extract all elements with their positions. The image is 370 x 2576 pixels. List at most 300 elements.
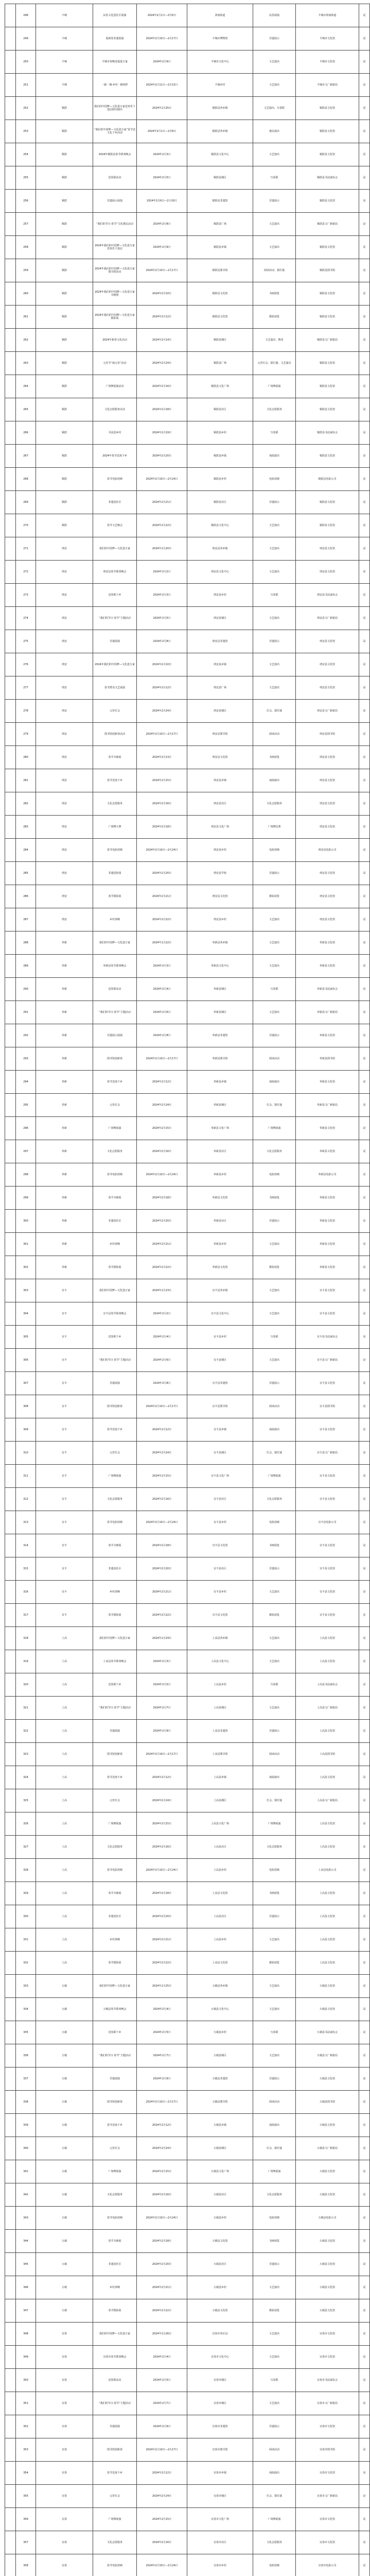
cell-remark: 是	[359, 1952, 370, 1975]
cell-remark: 是	[359, 769, 370, 792]
cell-time: 2024年2月16日	[137, 1140, 187, 1163]
table-row	[5, 2253, 370, 2276]
cell-name: 我们的中国梦—文化进万家	[93, 931, 137, 955]
cell-unit: 上高县文化馆	[296, 1650, 359, 1673]
cell-district: 宜春	[36, 2323, 93, 2346]
row-margin-cell	[5, 1071, 16, 1094]
table-row	[5, 1233, 370, 1256]
cell-time: 2024年2月18日	[137, 1882, 187, 1905]
cell-name: 元宵灯会	[93, 700, 137, 723]
cell-district: 铜鼓	[36, 282, 93, 306]
cell-no: 260	[16, 282, 36, 306]
cell-remark: 是	[359, 792, 370, 816]
table-row	[5, 1001, 370, 1024]
cell-remark: 是	[359, 445, 370, 468]
cell-content: 非遗展示	[253, 2415, 296, 2438]
cell-time: 2024年2月13日	[137, 746, 187, 769]
cell-name: 送春联下乡	[93, 584, 137, 607]
cell-unit: 万载县文化馆	[296, 1975, 359, 1998]
table-row	[5, 2207, 370, 2230]
cell-name: 春节电影放映	[93, 1859, 137, 1882]
cell-district: 铜鼓	[36, 352, 93, 375]
cell-district: 万载	[36, 2253, 93, 2276]
cell-district: 奉新	[36, 1094, 93, 1117]
cell-district: 奉新	[36, 1117, 93, 1140]
cell-remark: 是	[359, 1001, 370, 1024]
cell-time: 2024年2月10日	[137, 282, 187, 306]
row-margin-cell	[5, 2091, 16, 2114]
cell-content: 文艺演出	[253, 908, 296, 931]
row-margin-cell	[5, 2554, 16, 2576]
cell-place: 铜鼓县乡村	[187, 421, 253, 445]
cell-place: 上高县文化广场	[187, 1812, 253, 1836]
cell-name: 春节送戏下乡	[93, 1071, 137, 1094]
cell-no: 249	[16, 27, 36, 50]
cell-place: 奉新县城区	[187, 1094, 253, 1117]
cell-name: 送春联下乡	[93, 1673, 137, 1697]
cell-no: 352	[16, 2415, 36, 2438]
table-row	[5, 2091, 370, 2114]
cell-remark: 是	[359, 2438, 370, 2462]
cell-content: 阅读活动	[253, 1743, 296, 1766]
cell-time: 2024年2月10日	[137, 653, 187, 676]
row-margin-cell	[5, 1859, 16, 1882]
row-margin-cell	[5, 166, 16, 190]
cell-remark: 是	[359, 1697, 370, 1720]
cell-place: 万载县文化广场	[187, 2160, 253, 2183]
cell-time: 2024年2月18日	[137, 2230, 187, 2253]
row-margin-cell	[5, 908, 16, 931]
cell-content: 文艺演出	[253, 1279, 296, 1302]
table-row	[5, 1279, 370, 1302]
cell-no: 304	[16, 1302, 36, 1326]
cell-name: 春节摄影展	[93, 1604, 137, 1627]
cell-remark: 是	[359, 1233, 370, 1256]
cell-district: 宜丰	[36, 1557, 93, 1581]
cell-place: 奉新县文化中心	[187, 955, 253, 978]
cell-district: 靖安	[36, 839, 93, 862]
cell-unit: 丰城市文广新旅局	[296, 74, 359, 97]
cell-district: 铜鼓	[36, 306, 93, 329]
cell-place: 宜丰县城区	[187, 1349, 253, 1372]
cell-unit: 铜鼓县书法家协会	[296, 166, 359, 190]
cell-content: 书画展览	[253, 1882, 296, 1905]
cell-unit: 靖安县文广新旅局	[296, 607, 359, 630]
cell-district: 奉新	[36, 1001, 93, 1024]
cell-content: 广场舞展演	[253, 1465, 296, 1488]
table-row	[5, 1256, 370, 1279]
table-row	[5, 514, 370, 537]
table-row	[5, 2531, 370, 2554]
cell-content: 戏曲演出	[253, 2462, 296, 2485]
row-margin-cell	[5, 1650, 16, 1673]
cell-time: 2024年2月20日	[137, 1905, 187, 1928]
cell-unit: 丰城市文化馆	[296, 50, 359, 74]
cell-remark: 是	[359, 2554, 370, 2576]
cell-no: 337	[16, 2067, 36, 2091]
row-margin-cell	[5, 2531, 16, 2554]
cell-name: 春节送戏下乡	[93, 2462, 137, 2485]
cell-remark: 是	[359, 1766, 370, 1789]
row-margin-cell	[5, 1743, 16, 1766]
cell-district: 奉新	[36, 1210, 93, 1233]
cell-no: 292	[16, 1024, 36, 1047]
cell-place: 宜春市乡镇	[187, 2462, 253, 2485]
row-margin-cell	[5, 1882, 16, 1905]
cell-name: 非遗进社区	[93, 491, 137, 514]
cell-name: 春节送戏下乡	[93, 1418, 137, 1442]
cell-no: 261	[16, 306, 36, 329]
cell-unit: 铜鼓县文化馆	[296, 445, 359, 468]
cell-place: 宜春市非遗馆	[187, 2415, 253, 2438]
cell-unit: 靖安县书法家协会	[296, 584, 359, 607]
row-margin-cell	[5, 282, 16, 306]
cell-unit: 宜丰县文化馆	[296, 1302, 359, 1326]
cell-time: 2024年2月5日	[137, 1673, 187, 1697]
cell-remark: 是	[359, 50, 370, 74]
cell-remark: 是	[359, 2462, 370, 2485]
cell-time: 2024年2月4日	[137, 978, 187, 1001]
cell-remark: 是	[359, 1024, 370, 1047]
cell-district: 万载	[36, 2067, 93, 2091]
cell-unit: 铜鼓县文化馆	[296, 190, 359, 213]
cell-name: 丰城市春晚送福进万家	[93, 50, 137, 74]
cell-unit: 靖安县文化馆	[296, 862, 359, 885]
cell-place: 靖安县非遗馆	[187, 630, 253, 653]
table-row	[5, 1998, 370, 2021]
cell-remark: 是	[359, 1882, 370, 1905]
cell-name: 文化志愿服务	[93, 1488, 137, 1511]
cell-content: 非遗展示	[253, 862, 296, 885]
cell-remark: 是	[359, 1210, 370, 1233]
cell-content: 灯会、猜灯谜	[253, 1094, 296, 1117]
row-margin-cell	[5, 1627, 16, 1650]
cell-place: 奉新县图书馆	[187, 1047, 253, 1071]
cell-district: 宜春	[36, 2392, 93, 2415]
cell-no: 284	[16, 839, 36, 862]
cell-time: 2024年2月5日	[137, 607, 187, 630]
cell-content: 文艺演出	[253, 1001, 296, 1024]
table-row	[5, 120, 370, 143]
cell-place: 奉新县文化馆	[187, 1187, 253, 1210]
table-row	[5, 468, 370, 491]
cell-no: 318	[16, 1627, 36, 1650]
cell-district: 宜丰	[36, 1604, 93, 1627]
cell-remark: 是	[359, 1581, 370, 1604]
cell-name: 送春联活动	[93, 978, 137, 1001]
cell-district: 奉新	[36, 931, 93, 955]
row-margin-cell	[5, 491, 16, 514]
cell-time: 2024年2月18日	[137, 398, 187, 421]
cell-place: 宜丰县社区	[187, 1488, 253, 1511]
cell-place: 宜丰县乡村	[187, 1326, 253, 1349]
cell-remark: 是	[359, 931, 370, 955]
cell-name: “我们的节日·春节”主题活动	[93, 2044, 137, 2067]
cell-unit: 万载县文化馆	[296, 2253, 359, 2276]
cell-no: 275	[16, 630, 36, 653]
cell-district: 铜鼓	[36, 514, 93, 537]
table-row	[5, 653, 370, 676]
cell-unit: 宜丰县文化馆	[296, 1372, 359, 1395]
table-row	[5, 352, 370, 375]
cell-name: 我们的中国梦—文化进万家	[93, 1627, 137, 1650]
cell-name: 春节电影放映	[93, 839, 137, 862]
row-margin-cell	[5, 723, 16, 746]
cell-unit: 上高县文化馆	[296, 1882, 359, 1905]
cell-no: 307	[16, 1372, 36, 1395]
table-row	[5, 1187, 370, 1210]
row-margin-cell	[5, 306, 16, 329]
cell-district: 丰城	[36, 27, 93, 50]
cell-no: 281	[16, 769, 36, 792]
table-row	[5, 1581, 370, 1604]
cell-district: 靖安	[36, 561, 93, 584]
cell-unit: 铜鼓县文化馆	[296, 375, 359, 398]
cell-time: 2024年2月18日	[137, 1534, 187, 1557]
cell-district: 铜鼓	[36, 166, 93, 190]
cell-no: 338	[16, 2091, 36, 2114]
cell-content: 书画展览	[253, 2230, 296, 2253]
cell-place: 上高县图书馆	[187, 1743, 253, 1766]
cell-remark: 是	[359, 2276, 370, 2299]
cell-time: 2024年2月3日	[137, 584, 187, 607]
cell-unit: 宜丰县书法家协会	[296, 1326, 359, 1349]
cell-name: 广场舞大赛	[93, 816, 137, 839]
cell-remark: 是	[359, 607, 370, 630]
cell-place: 靖安县文化广场	[187, 816, 253, 839]
cell-unit: 靖安县图书馆	[296, 723, 359, 746]
cell-unit: 奉新县书法家协会	[296, 978, 359, 1001]
cell-remark: 是	[359, 1465, 370, 1488]
cell-name: 图书馆迎新春	[93, 1047, 137, 1071]
row-margin-cell	[5, 1117, 16, 1140]
row-margin-cell	[5, 676, 16, 700]
cell-unit: 宜春市书法家协会	[296, 2369, 359, 2392]
table-row	[5, 2323, 370, 2346]
cell-time: 2024年2月10日—2月24日	[137, 1859, 187, 1882]
cell-name: 乡村春晚	[93, 908, 137, 931]
cell-content: 电影放映	[253, 2207, 296, 2230]
row-margin-cell	[5, 1557, 16, 1581]
cell-district: 靖安	[36, 607, 93, 630]
cell-unit: 铜鼓县文化馆	[296, 143, 359, 166]
cell-unit: 宜春市文广新旅局	[296, 2392, 359, 2415]
cell-place: 上高县城区	[187, 1697, 253, 1720]
cell-remark: 是	[359, 1094, 370, 1117]
cell-place: 宜丰县乡镇	[187, 1418, 253, 1442]
cell-remark: 是	[359, 1905, 370, 1928]
cell-name: 送春联下乡	[93, 2021, 137, 2044]
cell-remark: 是	[359, 236, 370, 259]
cell-place: 宜丰县文化馆	[187, 1534, 253, 1557]
cell-time: 2024年1月23日	[137, 1279, 187, 1302]
row-margin-cell	[5, 1001, 16, 1024]
cell-time: 2024年2月10日—2月17日	[137, 2438, 187, 2462]
row-margin-cell	[5, 1256, 16, 1279]
cell-content: 电影放映	[253, 839, 296, 862]
row-margin-cell	[5, 329, 16, 352]
cell-name: 元宵节“闹元宵”活动	[93, 352, 137, 375]
cell-name: 书法进乡村	[93, 421, 137, 445]
row-margin-cell	[5, 746, 16, 769]
table-row	[5, 1465, 370, 1488]
table-row	[5, 1975, 370, 1998]
cell-content: 文艺演出	[253, 2276, 296, 2299]
cell-district: 靖安	[36, 537, 93, 561]
table-row	[5, 1488, 370, 1511]
cell-name: “我们的节日·春节”主题活动	[93, 1001, 137, 1024]
cell-remark: 是	[359, 908, 370, 931]
cell-place: 铜鼓县各乡镇	[187, 120, 253, 143]
cell-district: 宜丰	[36, 1349, 93, 1372]
cell-remark: 是	[359, 1488, 370, 1511]
cell-content: 文艺演出	[253, 2044, 296, 2067]
cell-place: 铜鼓县文化广场	[187, 375, 253, 398]
table-row	[5, 746, 370, 769]
cell-content: 文艺演出	[253, 1697, 296, 1720]
cell-name: 2024年我们的中国梦—文化进万家送欢乐下基层	[93, 236, 137, 259]
cell-no: 286	[16, 885, 36, 908]
cell-no: 271	[16, 537, 36, 561]
row-margin-cell	[5, 1720, 16, 1743]
cell-content: 非遗展示	[253, 1372, 296, 1395]
cell-no: 316	[16, 1581, 36, 1604]
table-row	[5, 213, 370, 236]
cell-name: 非遗进校园	[93, 862, 137, 885]
cell-district: 铜鼓	[36, 190, 93, 213]
row-margin-cell	[5, 2323, 16, 2346]
cell-no: 341	[16, 2160, 36, 2183]
cell-name: 春节文艺晚会	[93, 514, 137, 537]
cell-name: 非遗进社区	[93, 1557, 137, 1581]
row-margin-cell	[5, 561, 16, 584]
cell-unit: 靖安县文化馆	[296, 561, 359, 584]
cell-remark: 是	[359, 1627, 370, 1650]
cell-name: 图书馆迎新春	[93, 2438, 137, 2462]
activity-table-body	[5, 4, 370, 2576]
cell-place: 上高县各乡镇	[187, 1627, 253, 1650]
cell-time: 2024年2月19日	[137, 421, 187, 445]
cell-time: 2024年2月10日—2月17日	[137, 27, 187, 50]
cell-time: 2024年2月16日	[137, 1836, 187, 1859]
cell-content: 文化志愿服务	[253, 398, 296, 421]
cell-time: 2024年2月22日	[137, 514, 187, 537]
cell-time: 2024年2月22日	[137, 1256, 187, 1279]
cell-no: 357	[16, 2531, 36, 2554]
row-margin-cell	[5, 1766, 16, 1789]
cell-name: 春节电影放映	[93, 2207, 137, 2230]
cell-no: 257	[16, 213, 36, 236]
cell-place: 上高县社区	[187, 1905, 253, 1928]
row-margin-cell	[5, 259, 16, 282]
cell-district: 靖安	[36, 908, 93, 931]
cell-no: 320	[16, 1673, 36, 1697]
cell-remark: 是	[359, 1975, 370, 1998]
table-row	[5, 1302, 370, 1326]
table-row	[5, 537, 370, 561]
cell-content: 文艺演出	[253, 2392, 296, 2415]
cell-unit: 宜春市文化馆	[296, 2508, 359, 2531]
cell-time: 2024年2月7日	[137, 2044, 187, 2067]
cell-remark: 是	[359, 190, 370, 213]
cell-no: 279	[16, 723, 36, 746]
table-row	[5, 97, 370, 120]
cell-no: 349	[16, 2346, 36, 2369]
cell-district: 靖安	[36, 885, 93, 908]
cell-time: 2024年2月14日	[137, 329, 187, 352]
cell-name: 非遗进社区	[93, 2253, 137, 2276]
cell-remark: 是	[359, 2323, 370, 2346]
cell-remark: 是	[359, 1511, 370, 1534]
cell-time: 2024年2月24日	[137, 1789, 187, 1812]
cell-time: 2024年2月21日	[137, 491, 187, 514]
cell-remark: 是	[359, 2207, 370, 2230]
cell-name: 春节电影放映	[93, 468, 137, 491]
cell-name: 春节电影放映	[93, 1163, 137, 1187]
cell-unit: 宜春市图书馆	[296, 2438, 359, 2462]
cell-unit: 万载县文化馆	[296, 2114, 359, 2137]
cell-content: 文化志愿服务	[253, 1488, 296, 1511]
cell-remark: 是	[359, 398, 370, 421]
cell-unit: 上高县文化馆	[296, 1627, 359, 1650]
cell-unit: 宜丰县文广新旅局	[296, 1349, 359, 1372]
cell-content: 非遗展示	[253, 491, 296, 514]
cell-no: 317	[16, 1604, 36, 1627]
cell-district: 靖安	[36, 676, 93, 700]
cell-remark: 是	[359, 2021, 370, 2044]
cell-content: 摄影展览	[253, 885, 296, 908]
cell-unit: 铜鼓县文化馆	[296, 282, 359, 306]
cell-name: 非遗进社区	[93, 1905, 137, 1928]
cell-place: 上高县乡村	[187, 1928, 253, 1952]
table-row	[5, 978, 370, 1001]
row-margin-cell	[5, 2067, 16, 2091]
table-row	[5, 2369, 370, 2392]
cell-time: 2024年2月8日	[137, 1372, 187, 1395]
cell-content: 电影放映	[253, 2554, 296, 2576]
cell-no: 254	[16, 143, 36, 166]
cell-unit: 铜鼓县文化馆	[296, 398, 359, 421]
cell-name: 春节送戏下乡	[93, 769, 137, 792]
table-row	[5, 1210, 370, 1233]
cell-time: 2024年2月22日	[137, 1604, 187, 1627]
cell-remark: 是	[359, 1650, 370, 1673]
cell-remark: 是	[359, 653, 370, 676]
cell-name: 我们的中国梦—文化进万家	[93, 1279, 137, 1302]
cell-content: 文艺演出	[253, 2346, 296, 2369]
table-row	[5, 306, 370, 329]
cell-unit: 上高县文化馆	[296, 1836, 359, 1859]
cell-place: 上高县文化馆	[187, 1952, 253, 1975]
cell-no: 283	[16, 816, 36, 839]
cell-no: 347	[16, 2299, 36, 2323]
table-row	[5, 931, 370, 955]
cell-unit: 宜丰县文化馆	[296, 1604, 359, 1627]
table-row	[5, 2554, 370, 2576]
row-margin-cell	[5, 1534, 16, 1557]
cell-no: 277	[16, 676, 36, 700]
cell-name: 图书馆迎新春	[93, 1743, 137, 1766]
cell-district: 上高	[36, 1952, 93, 1975]
cell-time: 2024年1月22日	[137, 931, 187, 955]
cell-no: 309	[16, 1418, 36, 1442]
cell-place: 丰城市文化中心	[187, 50, 253, 74]
cell-remark: 是	[359, 676, 370, 700]
cell-content: 摄影展览	[253, 1256, 296, 1279]
cell-district: 靖安	[36, 769, 93, 792]
cell-content: 文艺演出	[253, 537, 296, 561]
cell-place: 宜春市文化广场	[187, 2508, 253, 2531]
